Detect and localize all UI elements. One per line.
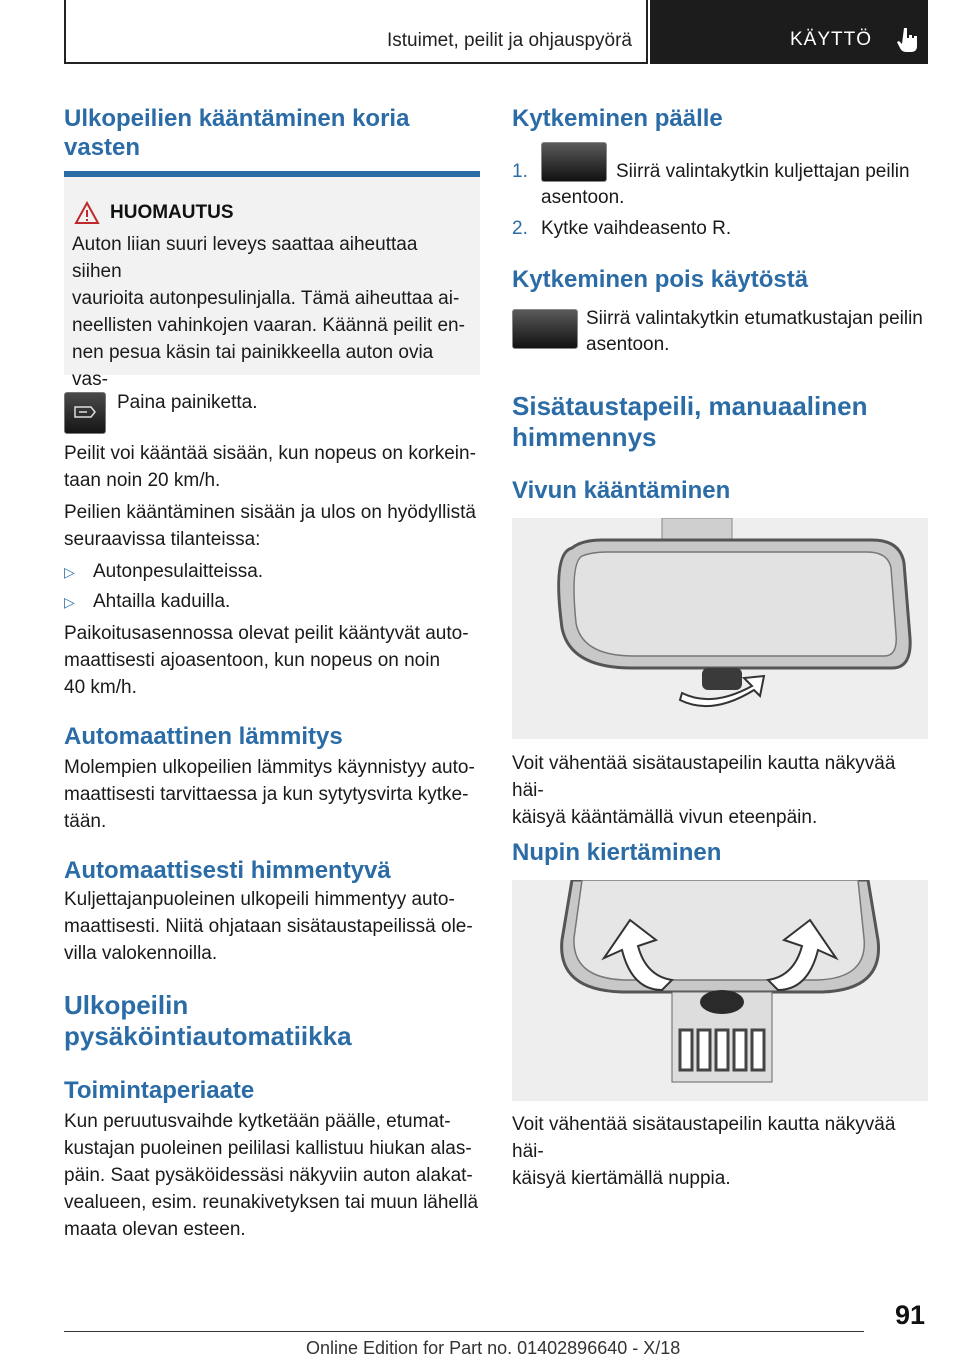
text-line: Kuljettajanpuoleinen ulkopeili himmentyy auto- — [64, 889, 455, 910]
paragraph-useful-situations — [64, 499, 480, 553]
text-line: Peilien kääntäminen sisään ja ulos on hyödyllistä — [64, 502, 476, 523]
switch-off-text: Siirrä valintakytkin etumatkustajan peilin — [586, 308, 923, 329]
text-line: Peilit voi kääntää sisään, kun nopeus on korkein- — [64, 443, 476, 464]
bullet-triangle-icon: ▷ — [64, 564, 75, 580]
step-number: 2. — [512, 218, 528, 239]
bullet-item: Autonpesulaitteissa. — [93, 561, 264, 582]
bullet-item: Ahtailla kaduilla. — [93, 591, 231, 612]
hand-pointer-icon — [896, 26, 920, 54]
paragraph-heating — [64, 754, 480, 835]
header-chapter-title: KÄYTTÖ — [790, 29, 873, 50]
heading-line: pysäköintiautomatiikka — [64, 1021, 352, 1051]
footer-divider — [64, 1331, 864, 1332]
heading-knob: Nupin kiertäminen — [512, 839, 722, 866]
heading-mirror-folding: Ulkopeilien kääntäminen koria vasten — [64, 105, 410, 161]
heading-principle: Toimintaperiaate — [64, 1077, 255, 1104]
notice-title: HUOMAUTUS — [110, 202, 234, 223]
heading-auto-heating: Automaattinen lämmitys — [64, 723, 343, 750]
text-line: Kun peruutusvaihde kytketään päälle, etumat- — [64, 1111, 451, 1132]
heading-line: Ulkopeilin — [64, 990, 189, 1020]
heading-lever: Vivun kääntäminen — [512, 477, 731, 504]
knob-mirror-illustration — [512, 880, 928, 1101]
text-line: Voit vähentää sisätaustapeilin kautta näkyvää häi- — [512, 753, 896, 801]
text-line: Molempien ulkopeilien lämmitys käynnistyy auto- — [64, 757, 475, 778]
heading-line: himmennys — [512, 422, 657, 452]
bullet-triangle-icon: ▷ — [64, 594, 75, 610]
text-line: tään. — [64, 811, 107, 832]
step-text: Siirrä valintakytkin kuljettajan peilin — [616, 161, 910, 182]
text-line: käisyä kääntämällä vivun eteenpäin. — [512, 807, 818, 828]
text-line: kustajan puoleinen peililasi kallistuu hiukan alas- — [64, 1138, 472, 1159]
notice-box — [64, 171, 480, 390]
heading-line: Sisätaustapeili, manuaalinen — [512, 391, 868, 421]
notice-line: Auton liian suuri leveys saattaa aiheuttaa siihen — [72, 234, 418, 282]
text-line: päin. Saat pysäköidessäsi näkyviin auton alakat- — [64, 1165, 473, 1186]
heading-switch-off: Kytkeminen pois käytöstä — [512, 266, 809, 293]
text-line: villa valokennoilla. — [64, 943, 218, 964]
text-line: Voit vähentää sisätaustapeilin kautta näkyvää häi- — [512, 1114, 896, 1162]
paragraph-principle — [64, 1108, 480, 1243]
selector-switch-icon — [512, 309, 578, 349]
header-section-title: Istuimet, peilit ja ohjauspyörä — [386, 30, 632, 51]
step-number: 1. — [512, 161, 528, 182]
step-text: Kytke vaihdeasento R. — [541, 218, 732, 239]
text-line: käisyä kiertämällä nuppia. — [512, 1168, 731, 1189]
text-line: maattisesti tarvittaessa ja kun sytytysvirta kytke- — [64, 784, 469, 805]
heading-interior-mirror — [512, 391, 867, 453]
paragraph-knob — [512, 1111, 928, 1192]
press-button-text: Paina painiketta. — [117, 392, 258, 413]
text-line: maattisesti ajoasentoon, kun nopeus on noin — [64, 650, 441, 671]
text-line: Paikoitusasennossa olevat peilit kääntyvät auto- — [64, 623, 469, 644]
text-line: maata olevan esteen. — [64, 1219, 246, 1240]
paragraph-lever — [512, 750, 928, 831]
notice-line: nen pesua käsin tai painikkeella auton ovia vas- — [72, 342, 434, 390]
text-line: vealueen, esim. reunakivetyksen tai muun lähellä — [64, 1192, 479, 1213]
text-line: maattisesti. Niitä ohjataan sisätaustapeilissä ole- — [64, 916, 473, 937]
notice-line: neellisten vahinkojen vaaran. Käännä peilit en- — [72, 315, 465, 336]
lever-mirror-illustration — [512, 518, 928, 739]
warning-triangle-icon — [74, 201, 100, 225]
notice-line: vaurioita autonpesulinjalla. Tämä aiheuttaa ai- — [72, 288, 460, 309]
switch-off-text: asentoon. — [586, 334, 670, 355]
heading-parking-automatic — [64, 990, 352, 1052]
text-line: 40 km/h. — [64, 677, 137, 698]
text-line: seuraavissa tilanteissa: — [64, 529, 261, 550]
step-text: asentoon. — [541, 187, 625, 208]
mirror-fold-button-icon — [64, 392, 106, 434]
header-section-box — [64, 0, 648, 64]
heading-auto-dimming: Automaattisesti himmentyvä — [64, 857, 391, 884]
text-line: taan noin 20 km/h. — [64, 470, 221, 491]
header-chapter-box — [650, 0, 928, 64]
page-number: 91 — [895, 1300, 926, 1330]
heading-switch-on: Kytkeminen päälle — [512, 105, 723, 132]
paragraph-dimming — [64, 886, 480, 967]
selector-switch-icon — [541, 142, 607, 182]
paragraph-park-position — [64, 620, 480, 701]
paragraph-speed-limit — [64, 440, 480, 494]
footer-edition: Online Edition for Part no. 01402896640 - X/18 — [306, 1338, 681, 1358]
